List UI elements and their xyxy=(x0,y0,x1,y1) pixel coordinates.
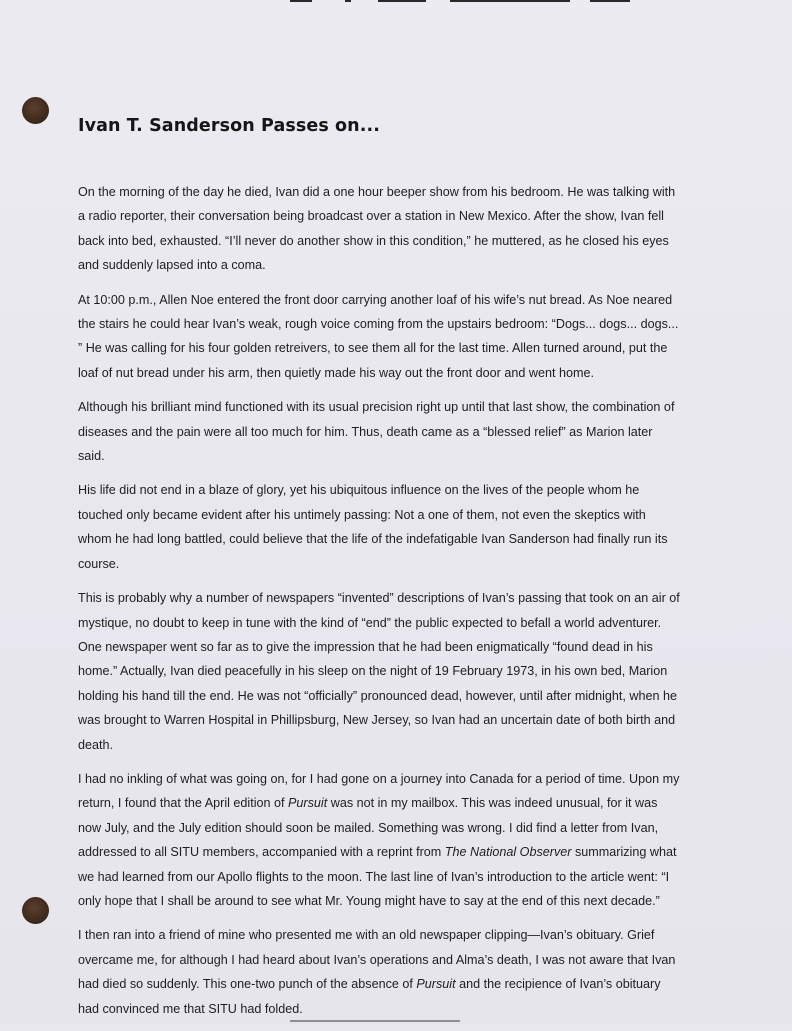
text-run: I had no inkling of what was going on, for I had gone on a journey into Canada for a period of time. Upon my return, I found that the April edition of xyxy=(78,771,680,811)
body-paragraph xyxy=(78,478,682,576)
article-title: Ivan T. Sanderson Passes on... xyxy=(78,116,380,136)
body-paragraph xyxy=(78,180,682,278)
italic-run: Pursuit xyxy=(288,796,328,811)
text-run: His life did not end in a blaze of glory, yet his ubiquitous influence on the lives of the people whom he touched only became evident after his untimely passing: Not a one of them, not even the skeptics with whom he had long battled, could believe that the life of the indefatigable Ivan Sanderson had finally run its course. xyxy=(78,483,668,571)
punch-hole-bottom xyxy=(22,897,49,924)
top-edge-marks xyxy=(290,0,640,3)
text-run: At 10:00 p.m., Allen Noe entered the front door carrying another loaf of his wife’s nut bread. As Noe neared the stairs he could hear Ivan’s weak, rough voice coming from the upstairs bedroom: “Dogs... dogs... dogs... ” He was calling for his four golden retreivers, to see them all for the last time. Allen turned around, put the loaf of nut bread under his arm, then quietly made his way out the front door and went home. xyxy=(78,292,679,380)
italic-run: The National Observer xyxy=(444,845,572,860)
bottom-edge-mark xyxy=(290,1020,460,1022)
text-run: was not in my mailbox. This was indeed unusual, for it was now July, and the July edition should soon be mailed. Something was wrong. I did find a letter from Ivan, addressed to all SITU members, accompanied with a reprint from xyxy=(78,796,659,860)
text-run: and the recipience of Ivan’s obituary had convinced me that SITU had folded. xyxy=(78,977,661,1016)
body-paragraph xyxy=(78,923,682,1021)
text-run: Although his brilliant mind functioned with its usual precision right up until that last show, the combination of diseases and the pain were all too much for him. Thus, death came as a “blessed relief” as Marion later said. xyxy=(78,400,675,464)
body-paragraph xyxy=(78,586,682,757)
punch-hole-top xyxy=(22,97,49,124)
body-paragraph xyxy=(78,395,682,468)
body-paragraph xyxy=(78,288,682,386)
text-run: summarizing what we had learned from our Apollo flights to the moon. The last line of Ivan’s introduction to the article went: “I only hope that I shall be around to see what Mr. Young might have to say at the end of this next decade.” xyxy=(78,845,677,908)
text-run: On the morning of the day he died, Ivan did a one hour beeper show from his bedroom. He was talking with a radio reporter, their conversation being broadcast over a station in New Mexico. After the show, Ivan fell back into bed, exhausted. “I’ll never do another show in this condition,” he muttered, as he closed his eyes and suddenly lapsed into a coma. xyxy=(78,185,676,273)
text-run: I then ran into a friend of mine who presented me with an old newspaper clipping—Ivan’s obituary. Grief overcame me, for although I had heard about Ivan’s operations and Alma’s death, I was not aware that Ivan had died so suddenly. This one-two punch of the absence of xyxy=(78,928,676,992)
text-run: This is probably why a number of newspapers “invented” descriptions of Ivan’s passing that took on an air of mystique, no doubt to keep in tune with the kind of “end” the public expected to befall a world adventurer. One newspaper went so far as to give the impression that he had been enigmatically “found dead in his home.” Actually, Ivan died peacefully in his sleep on the night of 19 February 1973, in his own bed, Marion holding his hand till the end. He was not “officially” pronounced dead, however, until after midnight, when he was brought to Warren Hospital in Phillipsburg, New Jersey, so Ivan had an uncertain date of both birth and death. xyxy=(78,591,680,752)
body-paragraph xyxy=(78,767,682,913)
italic-run: Pursuit xyxy=(416,977,456,992)
article-body xyxy=(78,180,682,1031)
